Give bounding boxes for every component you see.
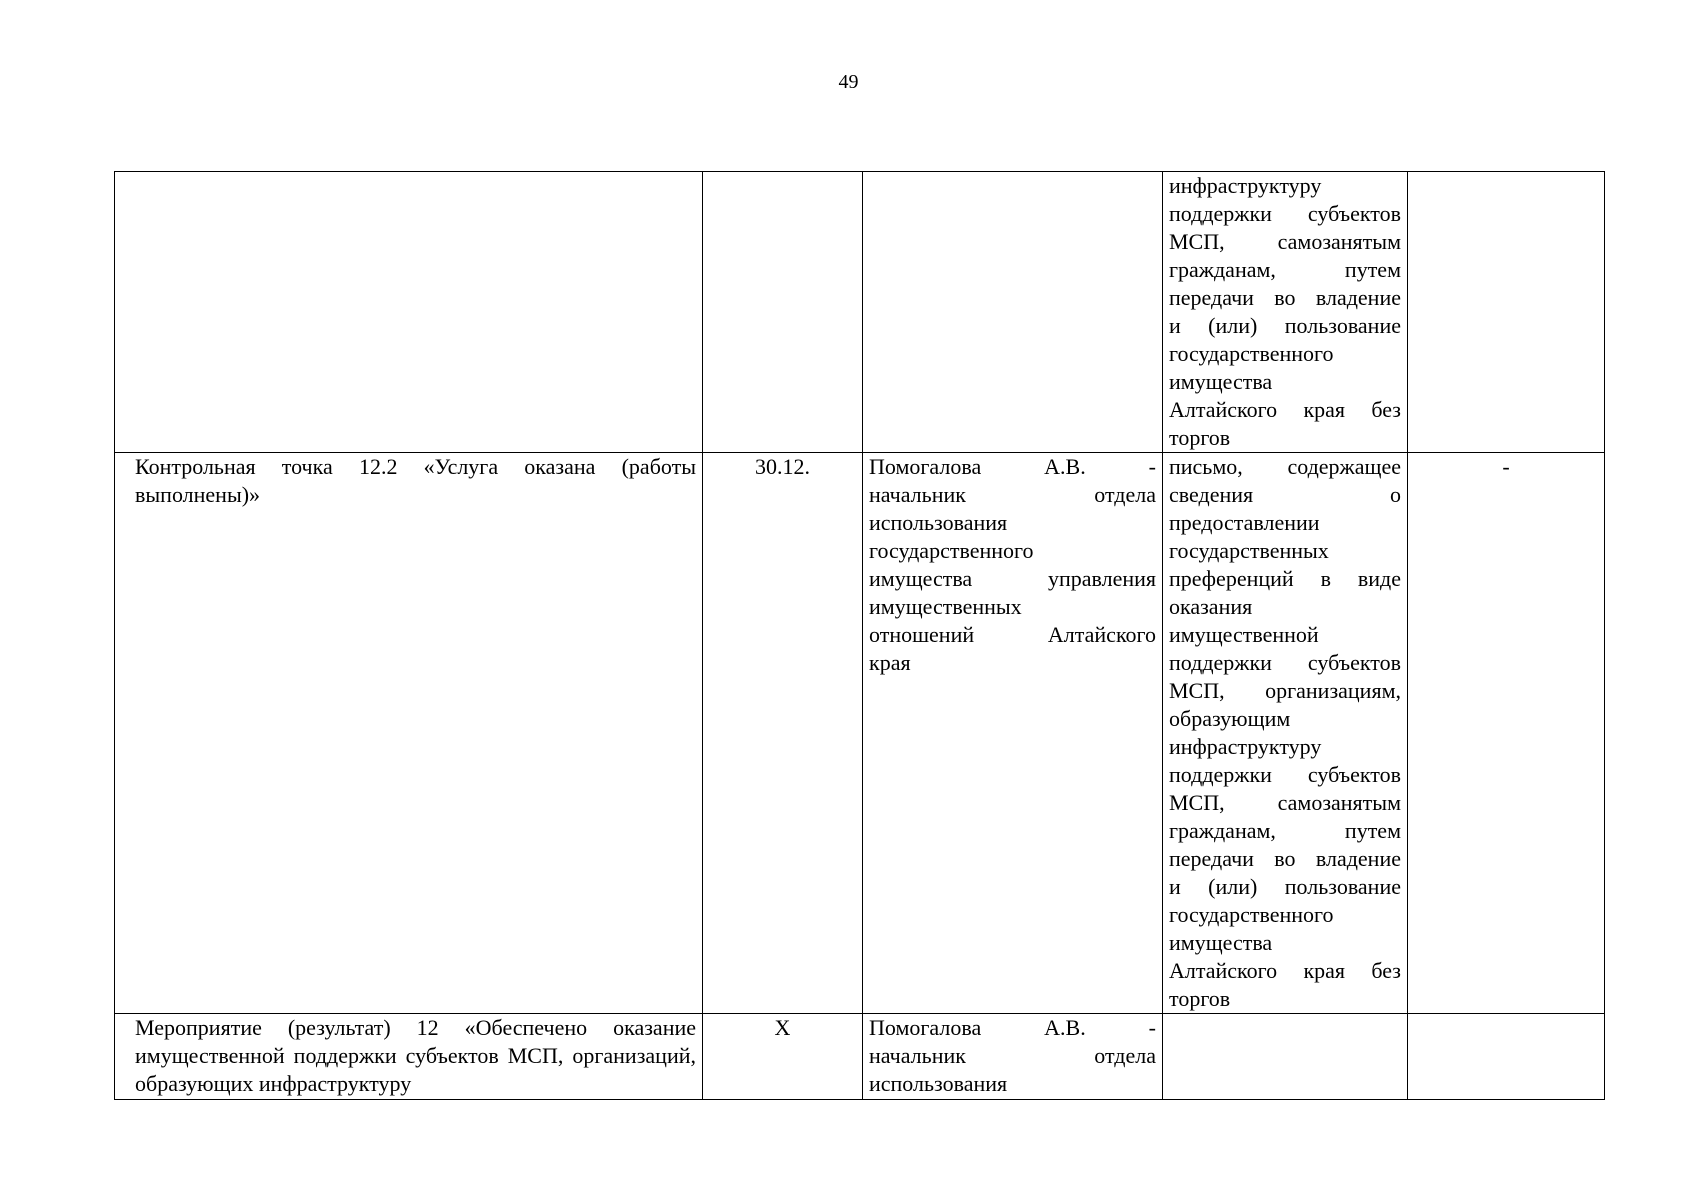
cell-line: инфраструктуру bbox=[1169, 173, 1322, 198]
cell-line: поддержки субъектов bbox=[1169, 762, 1401, 787]
cell-line: края bbox=[869, 650, 911, 675]
cell-line: передачи во владение bbox=[1169, 846, 1401, 871]
cell-line: письмо, содержащее bbox=[1169, 454, 1401, 479]
page-number: 49 bbox=[838, 71, 859, 93]
cell-line: Алтайского края без bbox=[1169, 958, 1401, 983]
cell-line: имущественных bbox=[869, 594, 1022, 619]
cell-line: использования bbox=[869, 510, 1008, 535]
cell-line: начальник отдела bbox=[869, 482, 1156, 507]
cell-responsible bbox=[863, 172, 1163, 453]
cell-extra bbox=[1408, 1014, 1605, 1100]
cell-line: начальник отдела bbox=[869, 1043, 1156, 1068]
cell-date: 30.12. bbox=[703, 453, 863, 1014]
cell-line: МСП, организациям, bbox=[1169, 678, 1401, 703]
cell-line: поддержки субъектов bbox=[1169, 650, 1401, 675]
cell-line: инфраструктуру bbox=[1169, 734, 1322, 759]
cell-extra bbox=[1408, 172, 1605, 453]
cell-line: МСП, самозанятым bbox=[1169, 229, 1401, 254]
cell-line: гражданам, путем bbox=[1169, 257, 1401, 282]
cell-line: государственного bbox=[1169, 902, 1334, 927]
cell-line: преференций в виде bbox=[1169, 566, 1401, 591]
cell-line: образующим bbox=[1169, 706, 1291, 731]
cell-line: оказания bbox=[1169, 594, 1253, 619]
cell-line: имущества bbox=[1169, 930, 1273, 955]
cell-line: и (или) пользование bbox=[1169, 313, 1401, 338]
cell-line: Помогалова А.В. - bbox=[869, 454, 1156, 479]
table-row bbox=[115, 1014, 1605, 1100]
cell-line: поддержки субъектов bbox=[1169, 201, 1401, 226]
cell-line: предоставлении bbox=[1169, 510, 1320, 535]
cell-name bbox=[115, 172, 703, 453]
cell-line: сведения о bbox=[1169, 482, 1401, 507]
cell-line: государственного bbox=[869, 538, 1034, 563]
cell-line: отношений Алтайского bbox=[869, 622, 1156, 647]
cell-line: Помогалова А.В. - bbox=[869, 1015, 1156, 1040]
cell-line: МСП, самозанятым bbox=[1169, 790, 1401, 815]
cell-date: X bbox=[703, 1014, 863, 1100]
cell-name: Мероприятие (результат) 12 «Обеспечено оказание имущественной поддержки субъектов МСП, организаций, образующих инфраструктуру bbox=[115, 1014, 703, 1100]
cell-responsible bbox=[863, 453, 1163, 1014]
cell-date bbox=[703, 172, 863, 453]
cell-line: передачи во владение bbox=[1169, 285, 1401, 310]
cell-line: государственных bbox=[1169, 538, 1329, 563]
table-row bbox=[115, 172, 1605, 453]
cell-name: Контрольная точка 12.2 «Услуга оказана (работы выполнены)» bbox=[115, 453, 703, 1014]
cell-line: Алтайского края без bbox=[1169, 397, 1401, 422]
cell-line: государственного bbox=[1169, 341, 1334, 366]
cell-document bbox=[1163, 1014, 1408, 1100]
cell-line: имущества управления bbox=[869, 566, 1156, 591]
cell-document bbox=[1163, 172, 1408, 453]
cell-responsible bbox=[863, 1014, 1163, 1100]
cell-line: имущества bbox=[1169, 369, 1273, 394]
cell-line: гражданам, путем bbox=[1169, 818, 1401, 843]
cell-line: использования bbox=[869, 1071, 1008, 1096]
control-points-table bbox=[114, 171, 1605, 1100]
cell-line: имущественной bbox=[1169, 622, 1319, 647]
table-row bbox=[115, 453, 1605, 1014]
cell-document bbox=[1163, 453, 1408, 1014]
cell-line: торгов bbox=[1169, 986, 1231, 1011]
cell-extra: - bbox=[1408, 453, 1605, 1014]
cell-line: торгов bbox=[1169, 425, 1231, 450]
cell-line: и (или) пользование bbox=[1169, 874, 1401, 899]
